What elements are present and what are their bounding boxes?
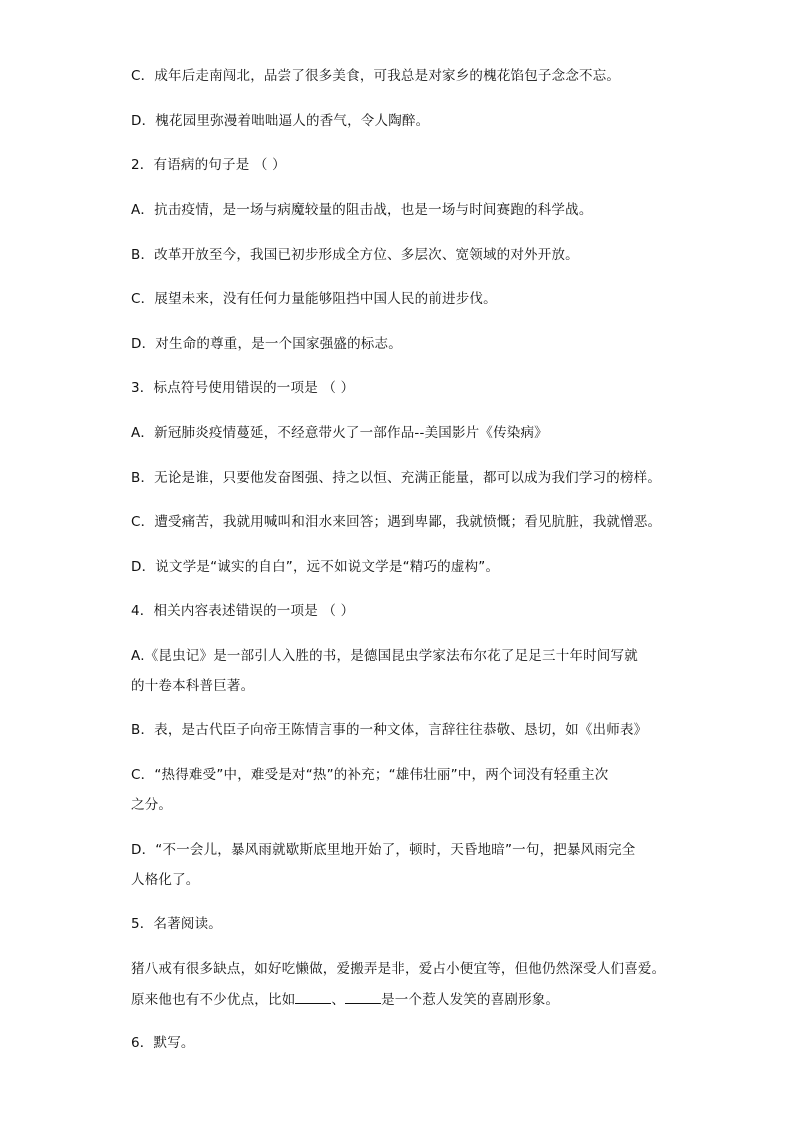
answer-blank-2[interactable] bbox=[345, 989, 381, 1004]
option-c-q1: C．成年后走南闯北，品尝了很多美食，可我总是对家乡的槐花馅包子念念不忘。 bbox=[131, 68, 621, 84]
option-d-q4: D．“不一会儿，暴风雨就歇斯底里地开始了，顿时，天昏地暗”一句，把暴风雨完全 bbox=[131, 842, 636, 858]
option-a-q4: A.《昆虫记》是一部引人入胜的书，是德国昆虫学家法布尔花了足足三十年时间写就 bbox=[131, 648, 638, 664]
question-3: 3．标点符号使用错误的一项是 （ ） bbox=[131, 380, 355, 396]
option-b-q4: B．表，是古代臣子向帝王陈情言事的一种文体，言辞往往恭敬、恳切，如《出师表》 bbox=[131, 722, 648, 738]
option-c-q2: C．展望未来，没有任何力量能够阻挡中国人民的前进步伐。 bbox=[131, 291, 497, 307]
fill-separator: 、 bbox=[331, 992, 346, 1008]
question-2: 2．有语病的句子是 （ ） bbox=[131, 157, 286, 173]
question-5-passage: 猪八戒有很多缺点，如好吃懒做，爱搬弄是非，爱占小便宜等，但他仍然深受人们喜爱。 bbox=[131, 961, 666, 977]
option-d-q2: D．对生命的尊重，是一个国家强盛的标志。 bbox=[131, 336, 402, 352]
option-c-q3: C．遭受痛苦，我就用喊叫和泪水来回答；遇到卑鄙，我就愤慨；看见肮脏，我就憎恶。 bbox=[131, 514, 662, 530]
question-5: 5．名著阅读。 bbox=[131, 916, 222, 932]
option-a-q3: A．新冠肺炎疫情蔓延，不经意带火了一部作品--美国影片《传染病》 bbox=[131, 425, 548, 441]
option-d-q4-cont: 人格化了。 bbox=[131, 872, 200, 888]
question-5-fill-line bbox=[131, 989, 559, 1010]
option-c-q4: C．“热得难受”中，难受是对“热”的补充；“雄伟壮丽”中，两个词没有轻重主次 bbox=[131, 767, 609, 783]
option-d-q1: D．槐花园里弥漫着咄咄逼人的香气，令人陶醉。 bbox=[131, 113, 430, 129]
option-a-q4-cont: 的十卷本科普巨著。 bbox=[131, 678, 255, 694]
fill-text-before: 原来他也有不少优点，比如 bbox=[131, 992, 296, 1008]
option-c-q4-cont: 之分。 bbox=[131, 797, 173, 813]
fill-text-after: 是一个惹人发笑的喜剧形象。 bbox=[381, 992, 560, 1008]
option-d-q3: D．说文学是“诚实的自白”，远不如说文学是“精巧的虚构”。 bbox=[131, 559, 500, 575]
question-6: 6．默写。 bbox=[131, 1035, 195, 1051]
option-b-q3: B．无论是谁，只要他发奋图强、持之以恒、充满正能量，都可以成为我们学习的榜样。 bbox=[131, 470, 662, 486]
option-b-q2: B．改革开放至今，我国已初步形成全方位、多层次、宽领域的对外开放。 bbox=[131, 247, 579, 263]
answer-blank-1[interactable] bbox=[295, 989, 331, 1004]
question-4: 4．相关内容表述错误的一项是 （ ） bbox=[131, 603, 355, 619]
option-a-q2: A．抗击疫情，是一场与病魔较量的阻击战，也是一场与时间赛跑的科学战。 bbox=[131, 202, 593, 218]
